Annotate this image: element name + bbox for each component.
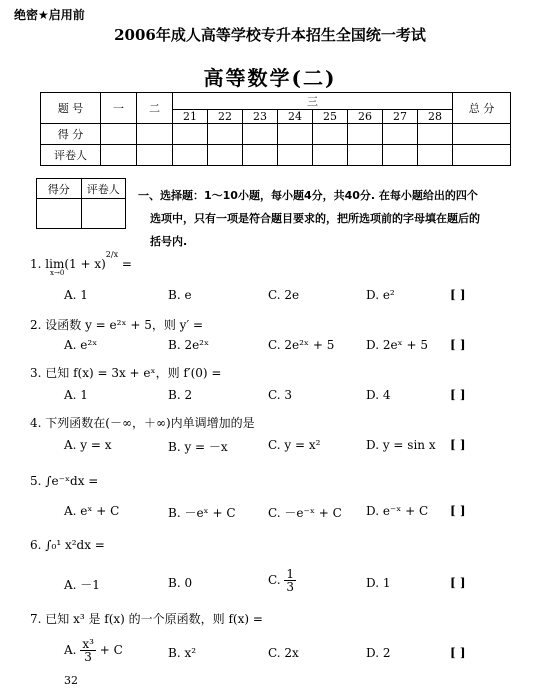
section-score-box [36,178,126,229]
score-cell [348,124,383,145]
q4-option-c: C. y = x² [268,438,321,452]
q2-option-b: B. 2e²ˣ [168,338,210,352]
score-row-label: 得 分 [41,124,101,145]
grader-cell [243,145,278,166]
col-28: 28 [418,110,453,124]
secret-label: 绝密★启用前 [14,8,85,22]
col-26: 26 [348,110,383,124]
q5-option-b: B. －eˣ + C [168,506,236,520]
question-6: 6. ∫₀¹ x²dx = [30,538,105,552]
question-5: 5. ∫e⁻ˣdx = [30,474,99,488]
q5-option-d: D. e⁻ˣ + C [366,504,429,518]
col-27: 27 [383,110,418,124]
q5-option-a: A. eˣ + C [64,504,120,518]
score-cell [418,124,453,145]
q1-answer-bracket: [ ] [450,288,466,302]
page-number: 32 [64,674,78,687]
q7-option-a-tail: + C [95,643,123,657]
exam-title: 2006年成人高等学校专升本招生全国统一考试 [114,26,426,44]
q1-option-c: C. 2e [268,288,300,302]
question-3: 3. 已知 f(x) = 3x + eˣ，则 f′(0) = [30,366,222,380]
score-cell [243,124,278,145]
question-4: 4. 下列函数在(－∞，＋∞)内单调增加的是 [30,416,255,430]
q1-option-a: A. 1 [64,288,88,302]
score-cell [278,124,313,145]
subject-title: 高等数学(二) [203,66,337,90]
q2-option-c: C. 2e²ˣ + 5 [268,338,335,352]
q1-option-d: D. e² [366,288,395,302]
q7-option-a-label: A. [64,643,77,657]
col-23: 23 [243,110,278,124]
q5-answer-bracket: [ ] [450,504,466,518]
q7-option-a-fraction [80,638,96,663]
q4-answer-bracket: [ ] [450,438,466,452]
q3-option-c: C. 3 [268,388,293,402]
grader-cell [278,145,313,166]
col-24: 24 [278,110,313,124]
section-score-label: 得分 [37,179,82,199]
col-22: 22 [208,110,243,124]
question-1-limit-sub: x→0 [50,269,65,277]
fraction-numerator: 1 [286,567,295,581]
fraction-denominator: 3 [84,650,92,664]
grader-cell [383,145,418,166]
q6-option-c-label: C. [268,573,281,587]
q4-option-a: A. y = x [64,438,112,452]
q3-option-d: D. 4 [366,388,391,402]
q7-option-d: D. 2 [366,646,391,660]
question-1-stem: 1. lim(1 + x) [30,257,106,271]
grader-cell [173,145,208,166]
q7-option-a [64,638,123,663]
grader-cell [418,145,453,166]
score-cell [173,124,208,145]
grader-cell [313,145,348,166]
q3-answer-bracket: [ ] [450,388,466,402]
question-2: 2. 设函数 y = e²ˣ + 5，则 y′ = [30,318,204,332]
q3-option-b: B. 2 [168,388,193,402]
section-score-cell [37,199,82,229]
score-cell [137,124,173,145]
q5-option-c: C. －e⁻ˣ + C [268,506,342,520]
section-grader-label: 评卷人 [81,179,126,199]
q1-option-b: B. e [168,288,192,302]
question-7: 7. 已知 x³ 是 f(x) 的一个原函数，则 f(x) = [30,612,263,626]
q6-answer-bracket: [ ] [450,576,466,590]
q6-option-d: D. 1 [366,576,391,590]
grader-cell [208,145,243,166]
section-two-header: 二 [137,93,173,124]
q2-option-a: A. e²ˣ [64,338,98,352]
instructions-line-2: 选项中，只有一项是符合题目要求的，把所选项前的字母填在题后的 [150,212,480,225]
total-score-header: 总 分 [453,93,511,124]
section-three-header: 三 [173,93,453,110]
grader-cell [348,145,383,166]
grader-cell [137,145,173,166]
q6-option-b: B. 0 [168,576,193,590]
score-cell [383,124,418,145]
q7-answer-bracket: [ ] [450,646,466,660]
score-table [40,92,511,166]
instructions-line-3: 括号内. [150,235,188,248]
grader-row-label: 评卷人 [41,145,101,166]
q4-option-b: B. y = －x [168,440,228,454]
fraction-numerator: x³ [82,637,94,651]
q4-option-d: D. y = sin x [366,438,436,452]
q6-option-c [268,568,296,593]
q2-answer-bracket: [ ] [450,338,466,352]
score-cell [313,124,348,145]
question-1-tail: = [118,257,132,271]
score-cell [101,124,137,145]
q7-option-c: C. 2x [268,646,299,660]
score-cell [208,124,243,145]
instructions-line-1: 一、选择题：1～10小题，每小题4分，共40分. 在每小题给出的四个 [138,189,478,202]
col-25: 25 [313,110,348,124]
q3-option-a: A. 1 [64,388,88,402]
section-grader-cell [81,199,126,229]
q6-option-a: A. －1 [64,578,100,592]
fraction-denominator: 3 [286,580,295,594]
section-instructions [138,184,506,253]
q6-option-c-fraction [284,568,296,593]
grader-cell [453,145,511,166]
grader-cell [101,145,137,166]
q7-option-b: B. x² [168,646,197,660]
question-number-label: 题 号 [41,93,101,124]
question-1-exponent: 2/x [105,250,119,259]
score-cell [453,124,511,145]
section-one-header: 一 [101,93,137,124]
question-1 [30,250,132,277]
col-21: 21 [173,110,208,124]
q2-option-d: D. 2eˣ + 5 [366,338,428,352]
